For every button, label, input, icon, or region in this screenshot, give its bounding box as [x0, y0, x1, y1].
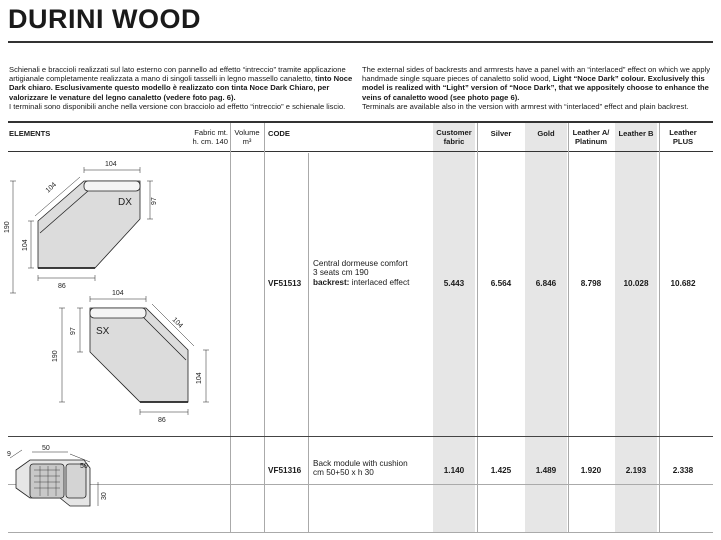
back-dim-mid: 50	[80, 463, 88, 470]
dx-dim-right: 97	[151, 197, 158, 205]
row2-price-gold: 1.489	[535, 466, 557, 475]
header-bottom-rule	[8, 151, 713, 152]
description-english	[362, 65, 712, 111]
header-fabric: Fabric mt. h. cm. 140	[192, 128, 228, 146]
row2-price-silver: 1.425	[490, 466, 512, 475]
row2-price-customer: 1.140	[443, 466, 465, 475]
dx-label: DX	[118, 197, 132, 208]
row1-price-customer: 5.443	[443, 279, 465, 288]
grid-vline	[477, 123, 478, 533]
row2-price-leather-b: 2.193	[625, 466, 647, 475]
dx-dim-left-outer: 190	[4, 221, 11, 233]
dx-dim-top: 104	[105, 161, 117, 168]
description-it-text: Schienali e braccioli realizzati sul lato esterno con pannello ad effetto “intreccio” tramite applicazione artigianale completamente realizzata a mano di singoli tasselli in legno massello canaletto,	[9, 65, 346, 84]
description-italian	[9, 65, 357, 111]
description-en-note: Terminals are available also in the version with armrest with “interlaced” effect and plain backrest.	[362, 101, 689, 111]
header-elements: ELEMENTS	[9, 129, 51, 138]
back-dim-side: 30	[101, 492, 108, 500]
grid-vline	[308, 153, 309, 533]
title-divider	[8, 41, 713, 43]
header-code: CODE	[268, 129, 290, 138]
header-leather-a: Leather A/ Platinum	[572, 128, 610, 146]
grid-vline	[264, 123, 265, 533]
row2-price-leather-plus: 2.338	[672, 466, 694, 475]
row-separator	[8, 532, 713, 533]
sx-dim-left-outer: 190	[52, 350, 59, 362]
header-gold: Gold	[537, 129, 555, 138]
row1-price-leather-a: 8.798	[580, 279, 602, 288]
row1-price-leather-plus: 10.682	[670, 279, 696, 288]
page-title: DURINI WOOD	[8, 4, 201, 34]
sx-diagram	[0, 290, 230, 436]
back-module-diagram	[0, 440, 120, 520]
description-it-note: I terminali sono disponibili anche nella versione con bracciolo ad effetto “intreccio” e schienale liscio.	[9, 101, 346, 111]
row2-description: Back module with cushion cm 50+50 x h 30	[313, 459, 408, 478]
sx-dim-top: 104	[112, 290, 124, 297]
grid-vline	[659, 123, 660, 533]
grid-vline	[568, 123, 569, 533]
header-leather-plus: Leather PLUS	[669, 128, 697, 146]
sx-dim-left: 97	[70, 327, 77, 335]
row-separator	[8, 436, 713, 437]
sx-dim-diag: 104	[170, 316, 184, 330]
row1-price-gold: 6.846	[535, 279, 557, 288]
row1-price-leather-b: 10.028	[623, 279, 649, 288]
description-it-bold: tinto Noce Dark chiaro. Esclusivamente questo modello è realizzato con tinta Noce Dark Chiaro, per valorizzare le venature del legno canaletto (vedere foto pag. 6).	[9, 74, 353, 102]
row1-code: VF51513	[268, 279, 302, 288]
dx-dim-left-inner: 104	[22, 239, 29, 251]
back-dim-left: 9	[7, 451, 11, 458]
header-customer-fabric: Customer fabric	[436, 128, 472, 146]
header-volume: Volume m³	[234, 128, 260, 146]
header-leather-b: Leather B	[618, 129, 654, 138]
row1-description: Central dormeuse comfort 3 seats cm 190 backrest: interlaced effect	[313, 259, 410, 287]
sx-dim-right: 104	[196, 372, 203, 384]
dx-dim-bottom: 86	[58, 283, 66, 290]
row2-code: VF51316	[268, 466, 302, 475]
sx-label: SX	[96, 326, 110, 337]
dx-diagram	[0, 155, 230, 297]
row2-price-leather-a: 1.920	[580, 466, 602, 475]
grid-vline	[230, 123, 231, 533]
description-en-text: The external sides of backrests and armrests have a panel with an “interlaced” effect on which we apply handmade single square pieces of canaletto solid wood,	[362, 65, 711, 84]
dx-dim-diag: 104	[44, 181, 59, 195]
description-en-bold: Light “Noce Dark” colour. Exclusively this model is realized with “Light” version of “Noce Dark”, that we appositely choose to enhance the veins of canaletto wood (see photo page 6).	[362, 74, 709, 102]
table-top-rule	[8, 121, 713, 123]
back-dim-top: 50	[42, 445, 50, 452]
header-silver: Silver	[490, 129, 512, 138]
sx-dim-bottom: 86	[158, 417, 166, 424]
row1-price-silver: 6.564	[490, 279, 512, 288]
